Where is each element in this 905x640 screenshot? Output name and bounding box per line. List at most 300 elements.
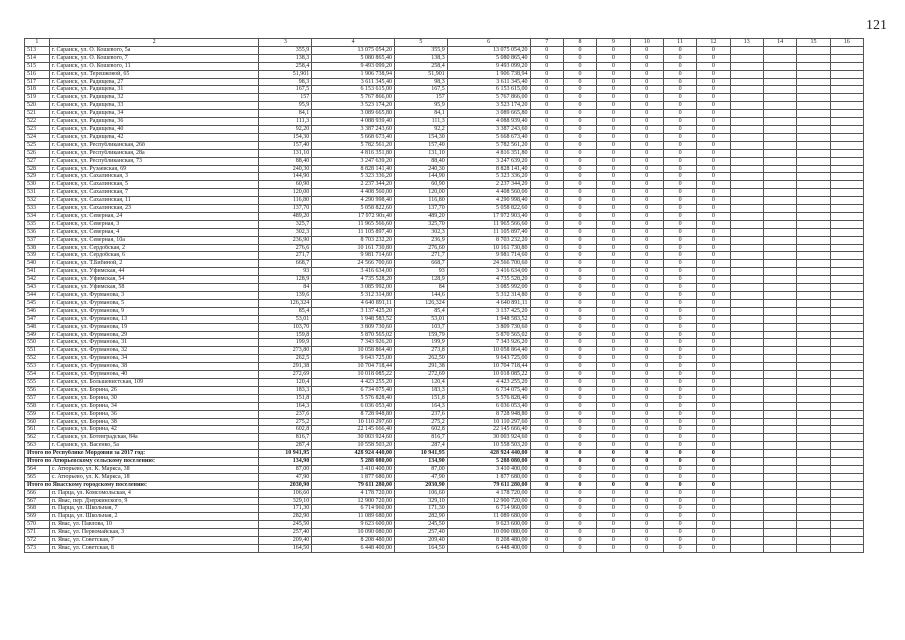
value-cell-c9: 0 — [597, 173, 630, 181]
empty-cell — [797, 410, 830, 418]
value-cell-c5: 355,9 — [395, 46, 448, 54]
value-cell-c10: 0 — [630, 378, 663, 386]
empty-cell — [830, 458, 863, 466]
empty-cell — [830, 86, 863, 94]
address-cell: г. Саранск, ул. Фурманова, 40 — [49, 371, 259, 379]
value-cell-c11: 0 — [663, 244, 696, 252]
value-cell-c9: 0 — [597, 220, 630, 228]
value-cell-c8: 0 — [563, 284, 596, 292]
value-cell-c3: 60,90 — [259, 181, 312, 189]
column-number: 8 — [563, 39, 596, 47]
value-cell-c6: 4 423 255,20 — [447, 378, 530, 386]
empty-cell — [797, 513, 830, 521]
value-cell-c6: 6 153 615,00 — [447, 86, 530, 94]
value-cell-c3: 92,20 — [259, 125, 312, 133]
value-cell-c4: 11 965 566,60 — [312, 220, 395, 228]
empty-cell — [763, 70, 796, 78]
empty-cell — [830, 284, 863, 292]
empty-cell — [730, 323, 763, 331]
value-cell-c6: 11 089 680,00 — [447, 513, 530, 521]
value-cell-c7: 0 — [530, 513, 563, 521]
value-cell-c8: 0 — [563, 212, 596, 220]
value-cell-c6: 4 816 351,80 — [447, 149, 530, 157]
value-cell-c3: 98,3 — [259, 78, 312, 86]
empty-cell — [797, 125, 830, 133]
empty-cell — [763, 94, 796, 102]
value-cell-c4: 10 090 080,00 — [312, 529, 395, 537]
value-cell-c8: 0 — [563, 331, 596, 339]
value-cell-c5: 95,9 — [395, 102, 448, 110]
value-cell-c4: 8 703 232,20 — [312, 236, 395, 244]
address-cell: г. Саранск, ул. Радищева, 34 — [49, 110, 259, 118]
empty-cell — [730, 149, 763, 157]
value-cell-c4: 24 566 700,60 — [312, 260, 395, 268]
value-cell-c6: 24 566 700,60 — [447, 260, 530, 268]
empty-cell — [730, 94, 763, 102]
value-cell-c3: 668,7 — [259, 260, 312, 268]
value-cell-c4: 4 816 351,80 — [312, 149, 395, 157]
address-cell: г. Саранск, ул. Большевистская, 109 — [49, 378, 259, 386]
table-row — [25, 181, 864, 189]
value-cell-c12: 0 — [697, 212, 730, 220]
value-cell-c5: 329,10 — [395, 497, 448, 505]
value-cell-c9: 0 — [597, 125, 630, 133]
address-cell: г. Саранск, ул. Уфимская, 54 — [49, 276, 259, 284]
value-cell-c10: 0 — [630, 149, 663, 157]
empty-cell — [830, 505, 863, 513]
table-row — [25, 118, 864, 126]
value-cell-c9: 0 — [597, 165, 630, 173]
address-cell: г. Саранск, ул. Сахалинская, 11 — [49, 197, 259, 205]
value-cell-c12: 0 — [697, 339, 730, 347]
value-cell-c7: 0 — [530, 149, 563, 157]
empty-cell — [830, 363, 863, 371]
value-cell-c7: 0 — [530, 299, 563, 307]
value-cell-c3: 85,4 — [259, 307, 312, 315]
value-cell-c8: 0 — [563, 157, 596, 165]
value-cell-c6: 5 782 561,20 — [447, 141, 530, 149]
empty-cell — [797, 529, 830, 537]
value-cell-c7: 0 — [530, 133, 563, 141]
empty-cell — [797, 78, 830, 86]
value-cell-c10: 0 — [630, 402, 663, 410]
empty-cell — [730, 371, 763, 379]
value-cell-c5: 92,2 — [395, 125, 448, 133]
value-cell-c11: 0 — [663, 46, 696, 54]
empty-cell — [797, 371, 830, 379]
empty-cell — [830, 529, 863, 537]
value-cell-c12: 0 — [697, 62, 730, 70]
empty-cell — [830, 133, 863, 141]
value-cell-c11: 0 — [663, 371, 696, 379]
value-cell-c6: 30 003 924,60 — [447, 434, 530, 442]
value-cell-c8: 0 — [563, 323, 596, 331]
value-cell-c4: 17 972 90з,40 — [312, 212, 395, 220]
empty-cell — [797, 394, 830, 402]
value-cell-c11: 0 — [663, 505, 696, 513]
table-row — [25, 529, 864, 537]
value-cell-c4: 11 089 680,00 — [312, 513, 395, 521]
table-row — [25, 62, 864, 70]
value-cell-c4: 4 423 255,20 — [312, 378, 395, 386]
empty-cell — [797, 497, 830, 505]
empty-cell — [730, 54, 763, 62]
value-cell-c11: 0 — [663, 410, 696, 418]
table-row — [25, 46, 864, 54]
empty-cell — [763, 442, 796, 450]
value-cell-c9: 0 — [597, 371, 630, 379]
table-row — [25, 157, 864, 165]
value-cell-c4: 10 018 085,22 — [312, 371, 395, 379]
value-cell-c7: 0 — [530, 347, 563, 355]
empty-cell — [763, 545, 796, 553]
value-cell-c8: 0 — [563, 205, 596, 213]
value-cell-c12: 0 — [697, 545, 730, 553]
value-cell-c10: 0 — [630, 236, 663, 244]
empty-cell — [797, 434, 830, 442]
empty-cell — [763, 220, 796, 228]
value-cell-c10: 0 — [630, 205, 663, 213]
empty-cell — [763, 212, 796, 220]
value-cell-c5: 236,9 — [395, 236, 448, 244]
empty-cell — [730, 378, 763, 386]
value-cell-c9: 0 — [597, 46, 630, 54]
value-cell-c9: 0 — [597, 434, 630, 442]
value-cell-c11: 0 — [663, 434, 696, 442]
value-cell-c5: 106,60 — [395, 489, 448, 497]
empty-cell — [830, 260, 863, 268]
value-cell-c9: 0 — [597, 537, 630, 545]
value-cell-c8: 0 — [563, 418, 596, 426]
value-cell-c8: 0 — [563, 197, 596, 205]
table-row — [25, 110, 864, 118]
address-cell: г. Саранск, ул. Северная, 3 — [49, 220, 259, 228]
value-cell-c7: 0 — [530, 228, 563, 236]
value-cell-c12: 0 — [697, 402, 730, 410]
value-cell-c5: 245,50 — [395, 521, 448, 529]
value-cell-c7: 0 — [530, 157, 563, 165]
value-cell-c6: 8 208 480,00 — [447, 537, 530, 545]
value-cell-c8: 0 — [563, 228, 596, 236]
row-number: 550 — [25, 339, 50, 347]
empty-cell — [830, 521, 863, 529]
empty-cell — [730, 102, 763, 110]
value-cell-c7: 0 — [530, 220, 563, 228]
empty-cell — [763, 197, 796, 205]
value-cell-c5: 134,90 — [395, 458, 448, 466]
value-cell-c6: 10 058 864,40 — [447, 347, 530, 355]
value-cell-c6: 5 312 314,80 — [447, 292, 530, 300]
value-cell-c5: 138,3 — [395, 54, 448, 62]
value-cell-c12: 0 — [697, 149, 730, 157]
row-number: 540 — [25, 260, 50, 268]
empty-cell — [730, 537, 763, 545]
value-cell-c6: 17 972 903,40 — [447, 212, 530, 220]
value-cell-c12: 0 — [697, 252, 730, 260]
value-cell-c4: 3 410 400,00 — [312, 465, 395, 473]
address-cell: п. Явас, ул. Советская, 8 — [49, 545, 259, 553]
value-cell-c10: 0 — [630, 473, 663, 481]
value-cell-c10: 0 — [630, 355, 663, 363]
value-cell-c9: 0 — [597, 450, 630, 458]
row-number: 556 — [25, 386, 50, 394]
value-cell-c6: 10 161 730,80 — [447, 244, 530, 252]
empty-cell — [730, 355, 763, 363]
value-cell-c9: 0 — [597, 355, 630, 363]
address-cell: г. Саранск, ул. Республиканская, 26б — [49, 141, 259, 149]
address-cell: г. Саранск, ул. Рузаевская, 69 — [49, 165, 259, 173]
row-number: 573 — [25, 545, 50, 553]
value-cell-c5: 183,3 — [395, 386, 448, 394]
value-cell-c7: 0 — [530, 426, 563, 434]
empty-cell — [830, 292, 863, 300]
empty-cell — [763, 181, 796, 189]
value-cell-c7: 0 — [530, 521, 563, 529]
subtotal-label: Итого по Атюрьевскому сельскому поселению: — [25, 458, 259, 466]
table-row — [25, 426, 864, 434]
column-number: 9 — [597, 39, 630, 47]
value-cell-c12: 0 — [697, 465, 730, 473]
value-cell-c11: 0 — [663, 529, 696, 537]
value-cell-c12: 0 — [697, 489, 730, 497]
value-cell-c8: 0 — [563, 378, 596, 386]
empty-cell — [830, 212, 863, 220]
empty-cell — [730, 252, 763, 260]
value-cell-c12: 0 — [697, 284, 730, 292]
value-cell-c8: 0 — [563, 181, 596, 189]
value-cell-c9: 0 — [597, 339, 630, 347]
value-cell-c4: 9 493 099,20 — [312, 62, 395, 70]
empty-cell — [730, 363, 763, 371]
value-cell-c3: 84 — [259, 284, 312, 292]
table-row — [25, 473, 864, 481]
value-cell-c4: 5 323 336,20 — [312, 173, 395, 181]
table-row — [25, 292, 864, 300]
value-cell-c10: 0 — [630, 220, 663, 228]
value-cell-c12: 0 — [697, 118, 730, 126]
address-cell: г. Саранск, ул. Сердобская, 6 — [49, 252, 259, 260]
value-cell-c12: 0 — [697, 307, 730, 315]
empty-cell — [830, 125, 863, 133]
value-cell-c11: 0 — [663, 545, 696, 553]
value-cell-c9: 0 — [597, 386, 630, 394]
value-cell-c4: 10 110 297,60 — [312, 418, 395, 426]
empty-cell — [763, 458, 796, 466]
value-cell-c10: 0 — [630, 529, 663, 537]
table-row — [25, 141, 864, 149]
value-cell-c12: 0 — [697, 220, 730, 228]
value-cell-c11: 0 — [663, 157, 696, 165]
empty-cell — [797, 426, 830, 434]
value-cell-c10: 0 — [630, 141, 663, 149]
value-cell-c7: 0 — [530, 252, 563, 260]
value-cell-c11: 0 — [663, 426, 696, 434]
value-cell-c3: 816,7 — [259, 434, 312, 442]
empty-cell — [797, 118, 830, 126]
value-cell-c6: 5 576 828,40 — [447, 394, 530, 402]
value-cell-c7: 0 — [530, 197, 563, 205]
value-cell-c6: 10 704 718,44 — [447, 363, 530, 371]
value-cell-c9: 0 — [597, 284, 630, 292]
value-cell-c3: 2030,90 — [259, 481, 312, 489]
value-cell-c5: 87,00 — [395, 465, 448, 473]
address-cell: г. Саранск, ул. Сахалинская, 3 — [49, 173, 259, 181]
empty-cell — [730, 133, 763, 141]
value-cell-c4: 9 981 714,60 — [312, 252, 395, 260]
value-cell-c9: 0 — [597, 465, 630, 473]
value-cell-c3: 137,70 — [259, 205, 312, 213]
empty-cell — [830, 78, 863, 86]
empty-cell — [763, 378, 796, 386]
value-cell-c7: 0 — [530, 141, 563, 149]
value-cell-c12: 0 — [697, 197, 730, 205]
value-cell-c4: 3 137 425,20 — [312, 307, 395, 315]
value-cell-c12: 0 — [697, 157, 730, 165]
table-row — [25, 386, 864, 394]
value-cell-c5: 257,40 — [395, 529, 448, 537]
value-cell-c6: 9 623 600,00 — [447, 521, 530, 529]
value-cell-c3: 258,4 — [259, 62, 312, 70]
empty-cell — [730, 315, 763, 323]
column-number: 14 — [763, 39, 796, 47]
empty-cell — [830, 315, 863, 323]
address-cell: г. Саранск, ул. Уфимская, 44 — [49, 268, 259, 276]
empty-cell — [797, 292, 830, 300]
value-cell-c8: 0 — [563, 434, 596, 442]
empty-cell — [797, 418, 830, 426]
table-row — [25, 268, 864, 276]
empty-cell — [797, 197, 830, 205]
value-cell-c5: 120,00 — [395, 189, 448, 197]
value-cell-c4: 4 640 891,11 — [312, 299, 395, 307]
table-body — [25, 39, 864, 553]
value-cell-c6: 11 965 566,60 — [447, 220, 530, 228]
value-cell-c3: 154,30 — [259, 133, 312, 141]
value-cell-c6: 4 178 720,00 — [447, 489, 530, 497]
value-cell-c12: 0 — [697, 173, 730, 181]
value-cell-c6: 2 237 344,20 — [447, 181, 530, 189]
row-number: 514 — [25, 54, 50, 62]
table-row — [25, 54, 864, 62]
table-row — [25, 489, 864, 497]
value-cell-c11: 0 — [663, 173, 696, 181]
value-cell-c6: 5 870 565,02 — [447, 331, 530, 339]
value-cell-c10: 0 — [630, 426, 663, 434]
row-number: 539 — [25, 252, 50, 260]
value-cell-c10: 0 — [630, 292, 663, 300]
empty-cell — [763, 110, 796, 118]
value-cell-c11: 0 — [663, 252, 696, 260]
value-cell-c9: 0 — [597, 402, 630, 410]
empty-cell — [763, 347, 796, 355]
empty-cell — [830, 110, 863, 118]
value-cell-c8: 0 — [563, 102, 596, 110]
value-cell-c3: 95,9 — [259, 102, 312, 110]
value-cell-c7: 0 — [530, 323, 563, 331]
empty-cell — [830, 70, 863, 78]
value-cell-c3: 602,8 — [259, 426, 312, 434]
value-cell-c4: 5 767 866,00 — [312, 94, 395, 102]
empty-cell — [830, 173, 863, 181]
empty-cell — [763, 86, 796, 94]
address-cell: г. Саранск, ул. Радищева, 27 — [49, 78, 259, 86]
empty-cell — [830, 236, 863, 244]
empty-cell — [730, 62, 763, 70]
address-cell: г. Саранск, ул. Т.Бибиной, 2 — [49, 260, 259, 268]
value-cell-c10: 0 — [630, 228, 663, 236]
value-cell-c8: 0 — [563, 173, 596, 181]
value-cell-c5: 154,30 — [395, 133, 448, 141]
empty-cell — [797, 70, 830, 78]
value-cell-c6: 5 288 080,00 — [447, 458, 530, 466]
empty-cell — [763, 481, 796, 489]
value-cell-c12: 0 — [697, 165, 730, 173]
value-cell-c8: 0 — [563, 465, 596, 473]
value-cell-c9: 0 — [597, 489, 630, 497]
empty-cell — [763, 465, 796, 473]
address-cell: п. Явас, ул. Первомайская, 3 — [49, 529, 259, 537]
row-number: 513 — [25, 46, 50, 54]
table-row — [25, 276, 864, 284]
row-number: 555 — [25, 378, 50, 386]
row-number: 572 — [25, 537, 50, 545]
value-cell-c6: 6 448 400,00 — [447, 545, 530, 553]
value-cell-c6: 3 611 345,40 — [447, 78, 530, 86]
value-cell-c12: 0 — [697, 189, 730, 197]
empty-cell — [830, 465, 863, 473]
row-number: 526 — [25, 149, 50, 157]
empty-cell — [830, 220, 863, 228]
value-cell-c8: 0 — [563, 371, 596, 379]
value-cell-c6: 8 828 141,40 — [447, 165, 530, 173]
table-row — [25, 339, 864, 347]
value-cell-c11: 0 — [663, 402, 696, 410]
value-cell-c10: 0 — [630, 521, 663, 529]
row-number: 524 — [25, 133, 50, 141]
value-cell-c6: 6 734 075,40 — [447, 386, 530, 394]
empty-cell — [830, 189, 863, 197]
value-cell-c8: 0 — [563, 86, 596, 94]
value-cell-c6: 1 877 680,00 — [447, 473, 530, 481]
value-cell-c5: 98,3 — [395, 78, 448, 86]
empty-cell — [830, 205, 863, 213]
value-cell-c3: 302,3 — [259, 228, 312, 236]
row-number: 534 — [25, 212, 50, 220]
row-number: 541 — [25, 268, 50, 276]
value-cell-c6: 3 523 174,20 — [447, 102, 530, 110]
value-cell-c11: 0 — [663, 133, 696, 141]
value-cell-c9: 0 — [597, 299, 630, 307]
value-cell-c12: 0 — [697, 70, 730, 78]
table-row — [25, 378, 864, 386]
row-number: 538 — [25, 244, 50, 252]
value-cell-c11: 0 — [663, 260, 696, 268]
empty-cell — [830, 378, 863, 386]
value-cell-c3: 183,3 — [259, 386, 312, 394]
value-cell-c11: 0 — [663, 315, 696, 323]
address-cell: г. Саранск, ул. Фурманова, 38 — [49, 363, 259, 371]
value-cell-c5: 668,7 — [395, 260, 448, 268]
value-cell-c7: 0 — [530, 545, 563, 553]
value-cell-c11: 0 — [663, 212, 696, 220]
row-number: 560 — [25, 418, 50, 426]
table-row — [25, 94, 864, 102]
value-cell-c6: 3 809 730,60 — [447, 323, 530, 331]
value-cell-c5: 53,01 — [395, 315, 448, 323]
value-cell-c10: 0 — [630, 181, 663, 189]
value-cell-c12: 0 — [697, 363, 730, 371]
value-cell-c6: 22 145 666,40 — [447, 426, 530, 434]
